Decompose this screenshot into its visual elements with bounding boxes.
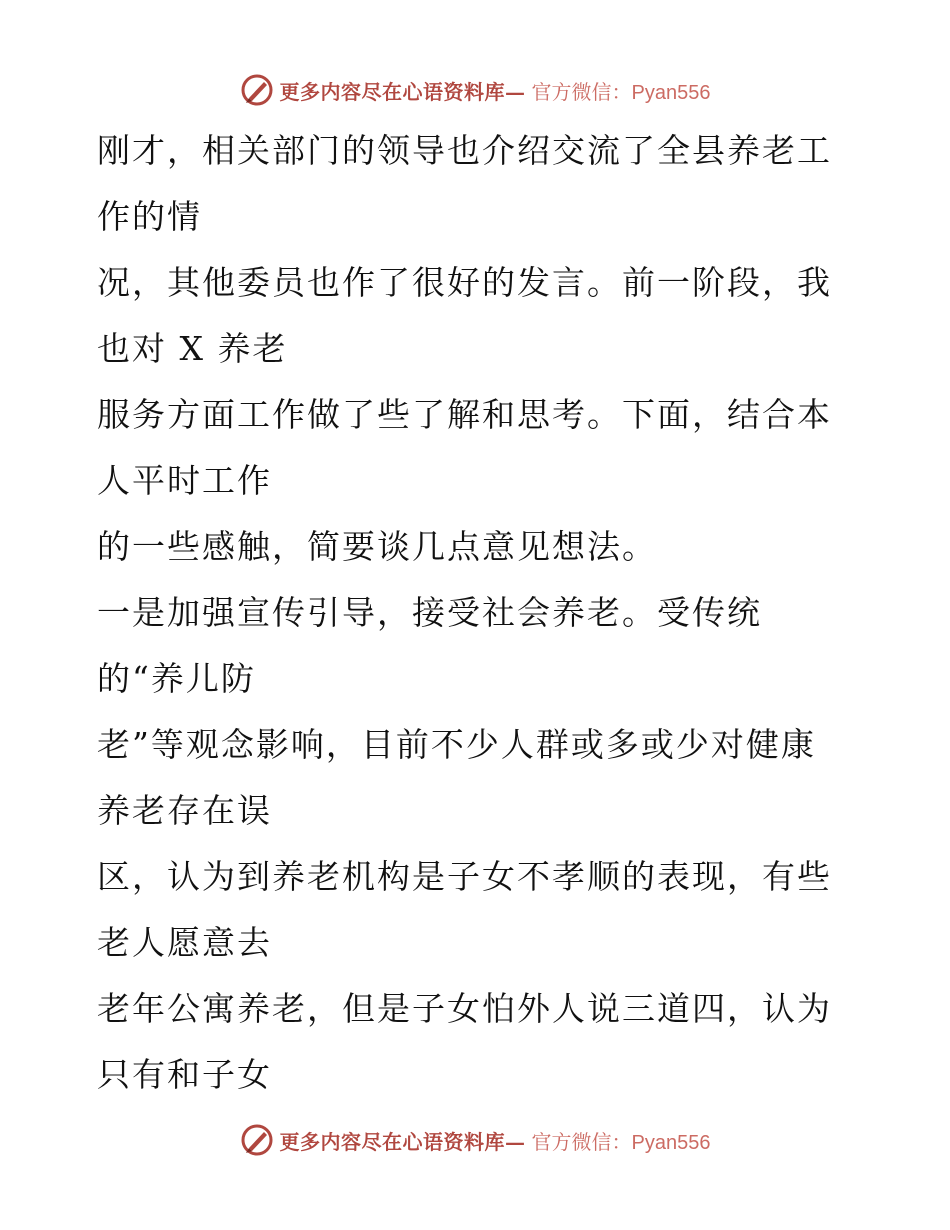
body-line: 老年公寓养老，但是子女怕外人说三道四，认为 (97, 989, 832, 1028)
body-line: 养老存在误 (97, 791, 272, 830)
body-line: 人平时工作 (97, 461, 272, 500)
watermark-text: 更多内容尽在心语资料库— (279, 79, 526, 104)
body-line: 的“养儿防 (97, 659, 256, 698)
body-line: 况，其他委员也作了很好的发言。前一阶段，我 (97, 263, 832, 302)
body-line: 区，认为到养老机构是子女不孝顺的表现，有些 (97, 857, 832, 896)
watermark-wechat: 官方微信：Pyan556 (531, 81, 711, 104)
body-line: 作的情 (97, 197, 202, 236)
body-line: 的一些感触，简要谈几点意见想法。 (97, 527, 657, 566)
body-line: 服务方面工作做了些了解和思考。下面，结合本 (97, 395, 832, 434)
body-line: 刚才，相关部门的领导也介绍交流了全县养老工 (97, 131, 832, 170)
pen-logo-icon (240, 1123, 274, 1157)
watermark-text: 更多内容尽在心语资料库— (279, 1129, 526, 1154)
pen-logo-icon (240, 73, 274, 107)
body-line: 老人愿意去 (97, 923, 272, 962)
body-line: 只有和子女 (97, 1055, 272, 1094)
document-body (97, 118, 837, 1108)
header-watermark (0, 70, 950, 110)
body-line: 一是加强宣传引导，接受社会养老。受传统 (97, 593, 762, 632)
body-line: 也对 X 养老 (97, 329, 288, 368)
footer-watermark (0, 1120, 950, 1160)
watermark-wechat: 官方微信：Pyan556 (531, 1131, 711, 1154)
body-line: 老”等观念影响，目前不少人群或多或少对健康 (97, 725, 816, 764)
